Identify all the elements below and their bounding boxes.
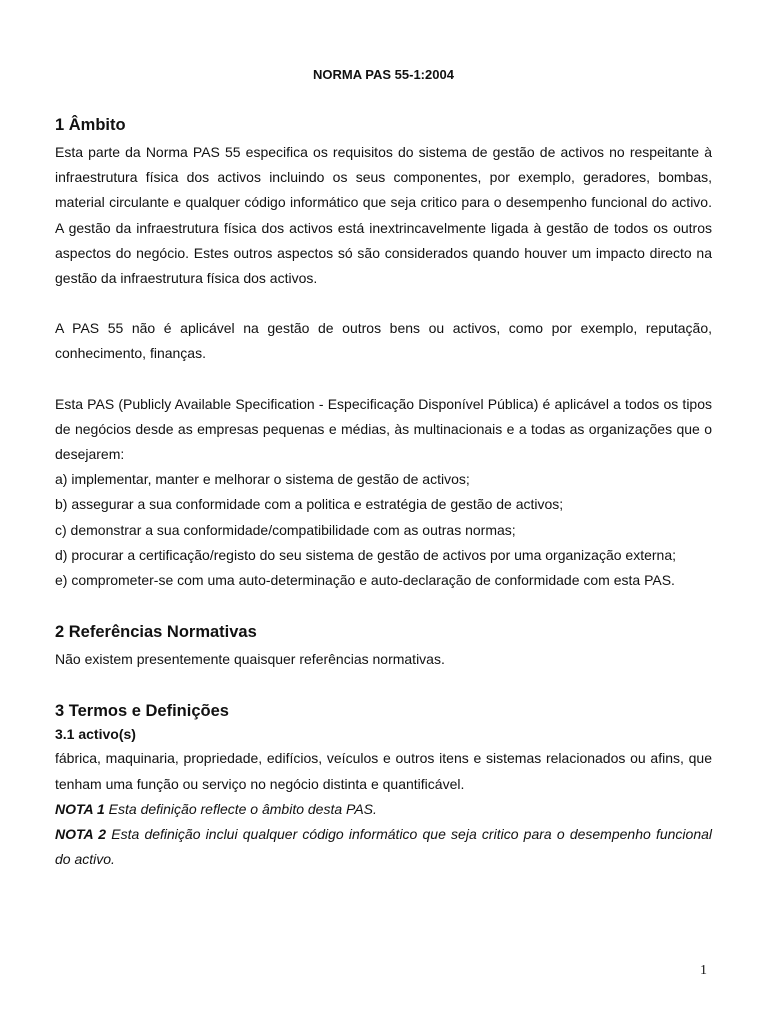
- spacer: [55, 367, 712, 392]
- section-1-heading: 1 Âmbito: [55, 116, 126, 134]
- page-number: 1: [700, 963, 707, 978]
- spacer: [55, 291, 712, 316]
- note-1-label: NOTA 1: [55, 800, 105, 817]
- note-1: [55, 797, 712, 822]
- document-content: [55, 67, 712, 872]
- note-2: [55, 822, 712, 872]
- section-1-paragraph-3: Esta PAS (Publicly Available Specification - Especificação Disponível Pública) é aplicável a todos os tipos de negócios desde as empresas pequenas e médias, às multinacionais e a todas as organizações que o desejarem:: [55, 395, 712, 463]
- list-item-e: e) comprometer-se com uma auto-determinação e auto-declaração de conformidade com esta PAS.: [55, 572, 675, 589]
- list-item-d: d) procurar a certificação/registo do seu sistema de gestão de activos por uma organização externa;: [55, 546, 676, 563]
- note-1-text: Esta definição reflecte o âmbito desta PAS.: [104, 800, 377, 817]
- note-2-text: Esta definição inclui qualquer código informático que seja critico para o desempenho funcional do activo.: [55, 826, 712, 868]
- section-3-1-definition: fábrica, maquinaria, propriedade, edifícios, veículos e outros itens e sistemas relacionados ou afins, que tenham uma função ou serviço no negócio distinta e quantificável.: [55, 750, 712, 792]
- note-2-label: NOTA 2: [55, 826, 107, 843]
- list-item-c: c) demonstrar a sua conformidade/compatibilidade com as outras normas;: [55, 521, 516, 538]
- section-3-1-heading: 3.1 activo(s): [55, 726, 136, 743]
- section-2-heading: 2 Referências Normativas: [55, 623, 257, 642]
- section-1-paragraph-2: A PAS 55 não é aplicável na gestão de outros bens ou activos, como por exemplo, reputação, conhecimento, finanças.: [55, 320, 712, 362]
- document-title: NORMA PAS 55-1:2004: [313, 67, 454, 82]
- spacer: [55, 672, 712, 702]
- section-3-heading: 3 Termos e Definições: [55, 702, 229, 721]
- list-item-b: b) assegurar a sua conformidade com a politica e estratégia de gestão de activos;: [55, 496, 564, 513]
- section-1-paragraph-1: Esta parte da Norma PAS 55 especifica os requisitos do sistema de gestão de activos no respeitante à infraestrutura física dos activos incluindo os seus componentes, por exemplo, geradores, bombas, material circulante e qualquer código informático que seja critico para o desempenho funcional do activo. A gestão da infraestrutura física dos activos está inextrincavelmente ligada à gestão de todos os outros aspectos do negócio. Estes outros aspectos só são considerados quando houver um impacto directo na gestão da infraestrutura física dos activos.: [55, 144, 712, 287]
- list-item-a: a) implementar, manter e melhorar o sistema de gestão de activos;: [55, 471, 470, 488]
- spacer: [55, 593, 712, 623]
- section-2-text: Não existem presentemente quaisquer referências normativas.: [55, 651, 445, 668]
